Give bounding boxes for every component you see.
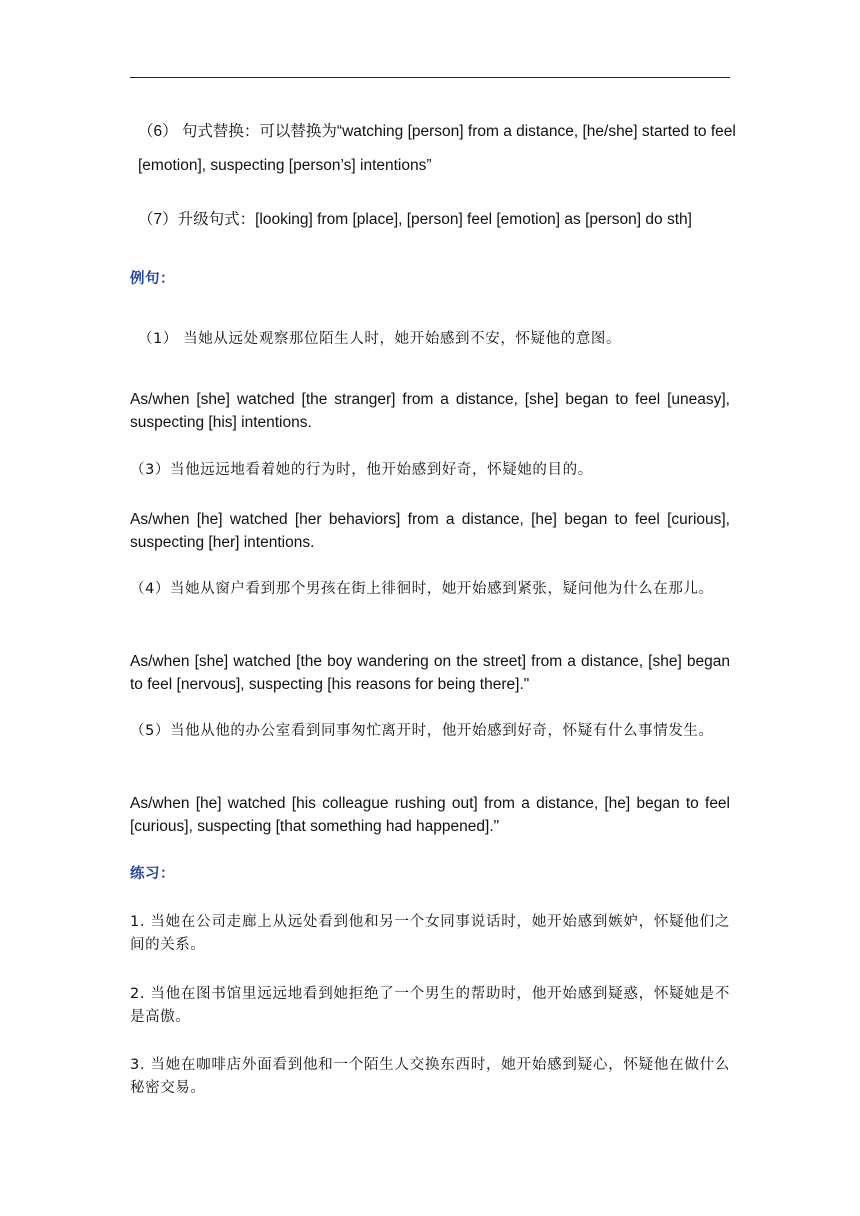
example-3-en: As/when [he] watched [her behaviors] from a distance, [he] began to feel [curious], suspecting [her] intentions.	[130, 511, 730, 551]
example-4-en: As/when [she] watched [the boy wandering on the street] from a distance, [she] began to feel [nervous], suspecting [his reasons for being there]."	[130, 653, 730, 693]
header-rule	[130, 77, 730, 78]
example-1-cn: （1） 当她从远处观察那位陌生人时，她开始感到不安，怀疑他的意图。	[138, 331, 622, 347]
exercise-1-text: 1. 当她在公司走廊上从远处看到他和另一个女同事说话时，她开始感到嫉妒，怀疑他们之间的关系。	[130, 914, 730, 953]
exercises-heading: 练习：	[130, 866, 175, 882]
exercise-2-text: 2. 当他在图书馆里远远地看到她拒绝了一个男生的帮助时，他开始感到疑惑，怀疑她是不是高傲。	[130, 986, 730, 1025]
example-5-cn: （5）当他从他的办公室看到同事匆忙离开时，他开始感到好奇，怀疑有什么事情发生。	[130, 723, 714, 739]
example-1-en: As/when [she] watched [the stranger] from a distance, [she] began to feel [uneasy], suspecting [his] intentions.	[130, 391, 730, 431]
example-4-cn: （4）当她从窗户看到那个男孩在街上徘徊时，她开始感到紧张，疑问他为什么在那儿。	[130, 581, 714, 597]
pattern-6-text: （6） 句式替换：可以替换为“watching [person] from a distance, [he/she] started to feel [emotion], suspecting [person’s] intentions”	[138, 123, 736, 174]
pattern-7-text: （7）升级句式：[looking] from [place], [person] feel [emotion] as [person] do sth]	[138, 211, 692, 228]
example-3-cn: （3）当他远远地看着她的行为时，他开始感到好奇，怀疑她的目的。	[130, 462, 593, 478]
example-5-en: As/when [he] watched [his colleague rushing out] from a distance, [he] began to feel [curious], suspecting [that something had happened]."	[130, 795, 730, 835]
exercise-3-text: 3. 当她在咖啡店外面看到他和一个陌生人交换东西时，她开始感到疑心，怀疑他在做什么秘密交易。	[130, 1057, 730, 1096]
examples-heading: 例句：	[130, 271, 175, 287]
